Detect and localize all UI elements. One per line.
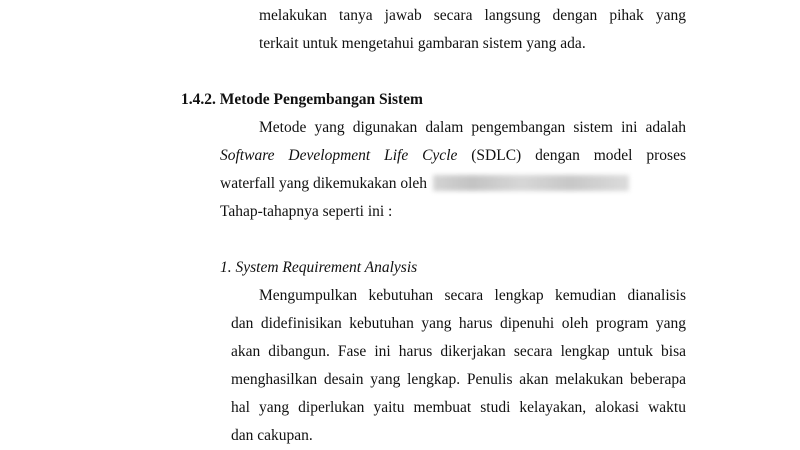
subsection-para-line-3: akan dibangun. Fase ini harus dikerjakan secara lengkap untuk bisa bbox=[231, 343, 686, 360]
section-para-line-3 bbox=[220, 174, 629, 194]
subsection-para-line-1: Mengumpulkan kebutuhan secara lengkap kemudian dianalisis bbox=[259, 287, 686, 304]
subsection-para-line-5: hal yang diperlukan yaitu membuat studi kelayakan, alokasi waktu bbox=[231, 399, 686, 416]
section-para-line-1: Metode yang digunakan dalam pengembangan sistem ini adalah bbox=[259, 119, 686, 136]
intro-line-2: terkait untuk mengetahui gambaran sistem yang ada. bbox=[259, 35, 586, 52]
section-heading: 1.4.2. Metode Pengembangan Sistem bbox=[181, 91, 423, 108]
subsection-para-line-2: dan didefinisikan kebutuhan yang harus dipenuhi oleh program yang bbox=[231, 315, 686, 332]
sdlc-italic-term: Software Development Life Cycle bbox=[220, 147, 458, 164]
section-para-line-3-text: waterfall yang dikemukakan oleh bbox=[220, 175, 428, 192]
subsection-para-line-6: dan cakupan. bbox=[231, 427, 313, 444]
section-para-line-2 bbox=[220, 146, 686, 166]
subsection-heading: 1. System Requirement Analysis bbox=[220, 259, 418, 276]
redacted-citation bbox=[433, 175, 629, 191]
intro-line-1: melakukan tanya jawab secara langsung dengan pihak yang bbox=[259, 7, 686, 24]
section-para-line-2-rest: (SDLC) dengan model proses bbox=[457, 147, 686, 164]
section-para-line-4: Tahap-tahapnya seperti ini : bbox=[220, 203, 393, 220]
subsection-para-line-4: menghasilkan desain yang lengkap. Penulis akan melakukan beberapa bbox=[231, 371, 686, 388]
